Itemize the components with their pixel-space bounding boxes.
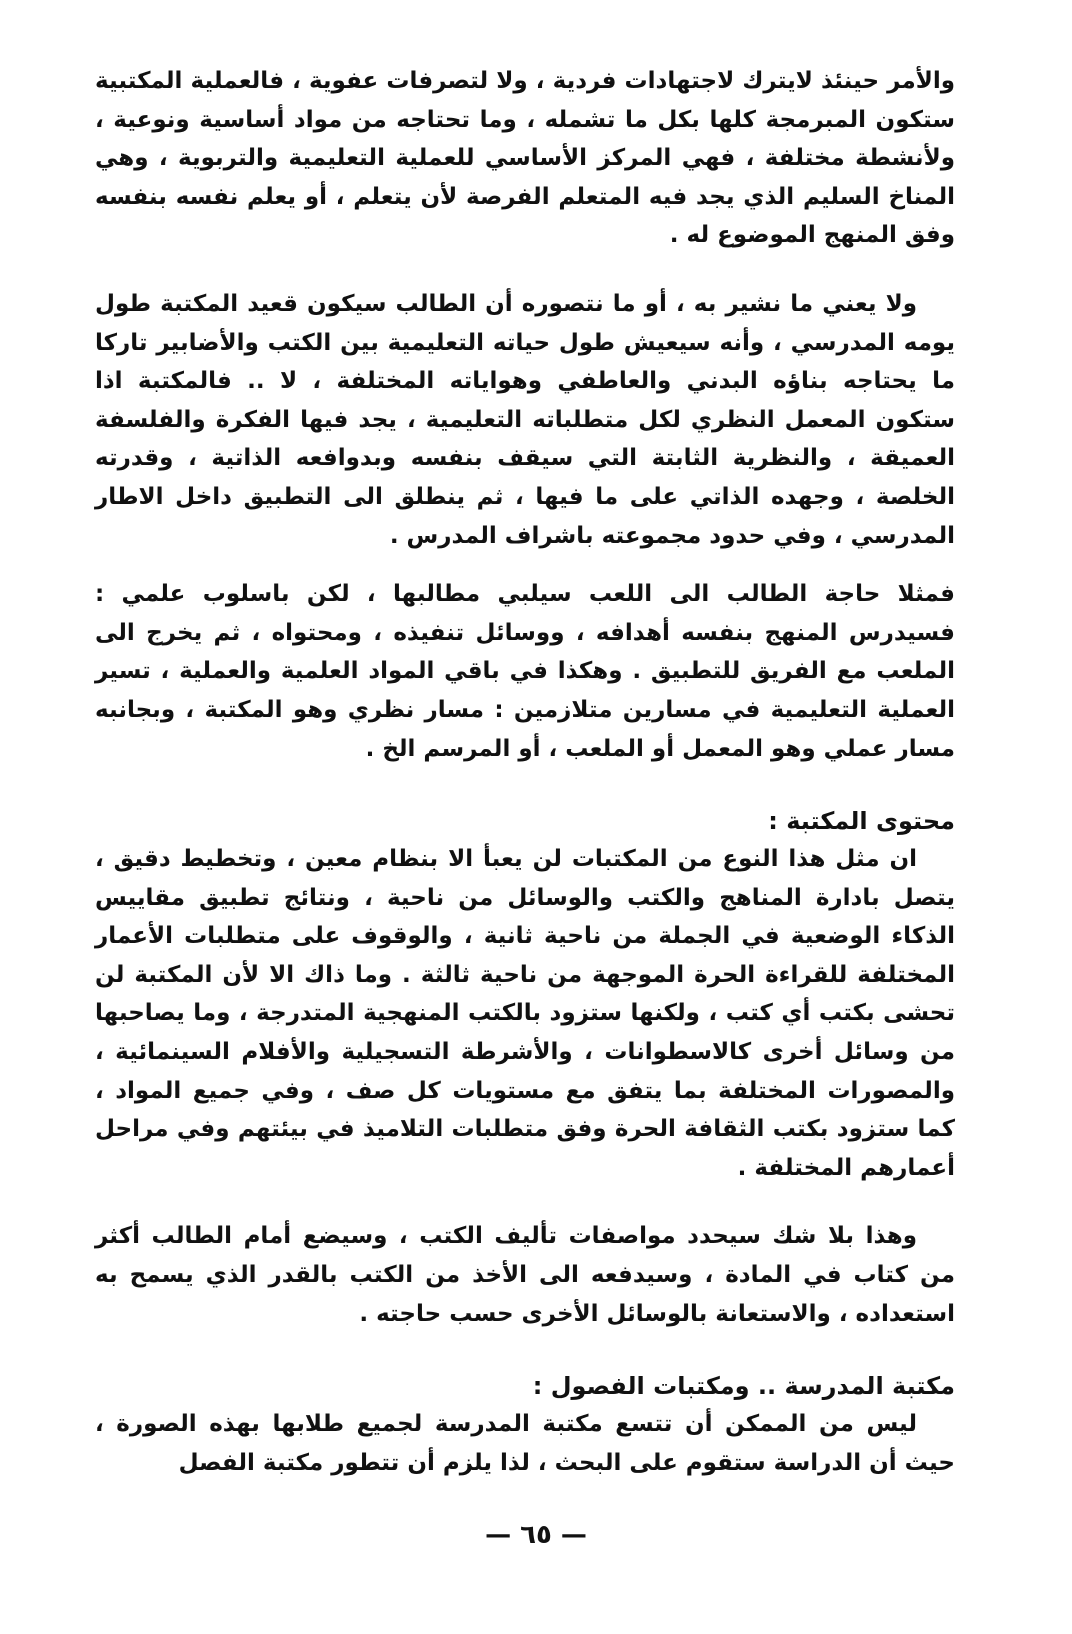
section-spacer xyxy=(95,768,955,802)
paragraph-1: والأمر حينئذ لايترك لاجتهادات فردية ، ولا لتصرفات عفوية ، فالعملية المكتبية ستكون المبرمجة كلها بكل ما تشمله ، وما تحتاجه من مواد أساسية ونوعية ، ولأنشطة مختلفة ، فهي المركز الأساسي للعملية التعليمية والتربوية ، وهي المناخ السليم الذي يجد فيه المتعلم الفرصة لأن يتعلم ، أو يعلم نفسه بنفسه وفق المنهج الموضوع له . xyxy=(95,68,955,249)
paragraph-3: فمثلا حاجة الطالب الى اللعب سيلبي مطالبها ، لكن باسلوب علمي : فسيدرس المنهج بنفسه أهدافه ، ووسائل تنفيذه ، ومحتواه ، ثم يخرج الى الملعب مع الفريق للتطبيق . وهكذا في باقي المواد العلمية والعملية ، تسير العملية التعليمية في مسارين متلازمين : مسار نظري وهو المكتبة ، وبجانبه مسار عملي وهو المعمل أو الملعب ، أو المرسم الخ . xyxy=(95,581,955,762)
paragraph-spacer xyxy=(95,555,955,575)
paragraph-spacer xyxy=(95,1187,955,1217)
paragraph-4: ان مثل هذا النوع من المكتبات لن يعبأ الا بنظام معين ، وتخطيط دقيق ، يتصل بادارة المناهج والكتب والوسائل من ناحية ، ونتائج تطبيق مقاييس الذكاء الوضعية في الجملة من ناحية ثانية ، والوقوف على متطلبات الأعمار المختلفة للقراءة الحرة الموجهة من ناحية ثالثة . وما ذاك الا لأن المكتبة لن تحشى بكتب أي كتب ، ولكنها ستزود بالكتب المنهجية المتدرجة ، وما يصاحبها من وسائل أخرى كالاسطوانات ، والأشرطة التسجيلية والأفلام السينمائية ، والمصورات المختلفة بما يتفق مع مستويات كل صف ، وفي جميع المواد ، كما ستزود بكتب الثقافة الحرة وفق متطلبات التلاميذ في بيئتهم وفي مراحل أعمارهم المختلفة . xyxy=(95,846,955,1181)
page-number: — ٦٥ — xyxy=(485,1520,587,1550)
paragraph-spacer xyxy=(95,255,955,285)
paragraph-6: ليس من الممكن أن تتسع مكتبة المدرسة لجميع طلابها بهذه الصورة ، حيث أن الدراسة ستقوم على البحث ، لذا يلزم أن تتطور مكتبة الفصل xyxy=(95,1411,955,1476)
paragraph-5: وهذا بلا شك سيحدد مواصفات تأليف الكتب ، وسيضع أمام الطالب أكثر من كتاب في المادة ، وسيدفعه الى الأخذ من الكتب بالقدر الذي يسمح به استعداده ، والاستعانة بالوسائل الأخرى حسب حاجته . xyxy=(95,1223,955,1327)
section-heading-school-library: مكتبة المدرسة .. ومكتبات الفصول : xyxy=(532,1372,955,1401)
section-heading-library-content: محتوى المكتبة : xyxy=(768,807,955,836)
document-page xyxy=(95,62,955,1482)
paragraph-2: ولا يعني ما نشير به ، أو ما نتصوره أن الطالب سيكون قعيد المكتبة طول يومه المدرسي ، وأنه سيعيش طول حياته التعليمية بين الكتب والأضابير تاركا ما يحتاجه بناؤه البدني والعاطفي وهواياته المختلفة ، لا .. فالمكتبة اذا ستكون المعمل النظري لكل متطلباته التعليمية ، يجد فيها الفكرة والفلسفة العميقة ، والنظرية الثابتة التي سيقف بنفسه وبدوافعه الذاتية ، وقدرته الخلصة ، وجهده الذاتي على ما فيها ، ثم ينطلق الى التطبيق داخل الاطار المدرسي ، وفي حدود مجموعته باشراف المدرس . xyxy=(95,290,955,549)
section-spacer xyxy=(95,1333,955,1367)
